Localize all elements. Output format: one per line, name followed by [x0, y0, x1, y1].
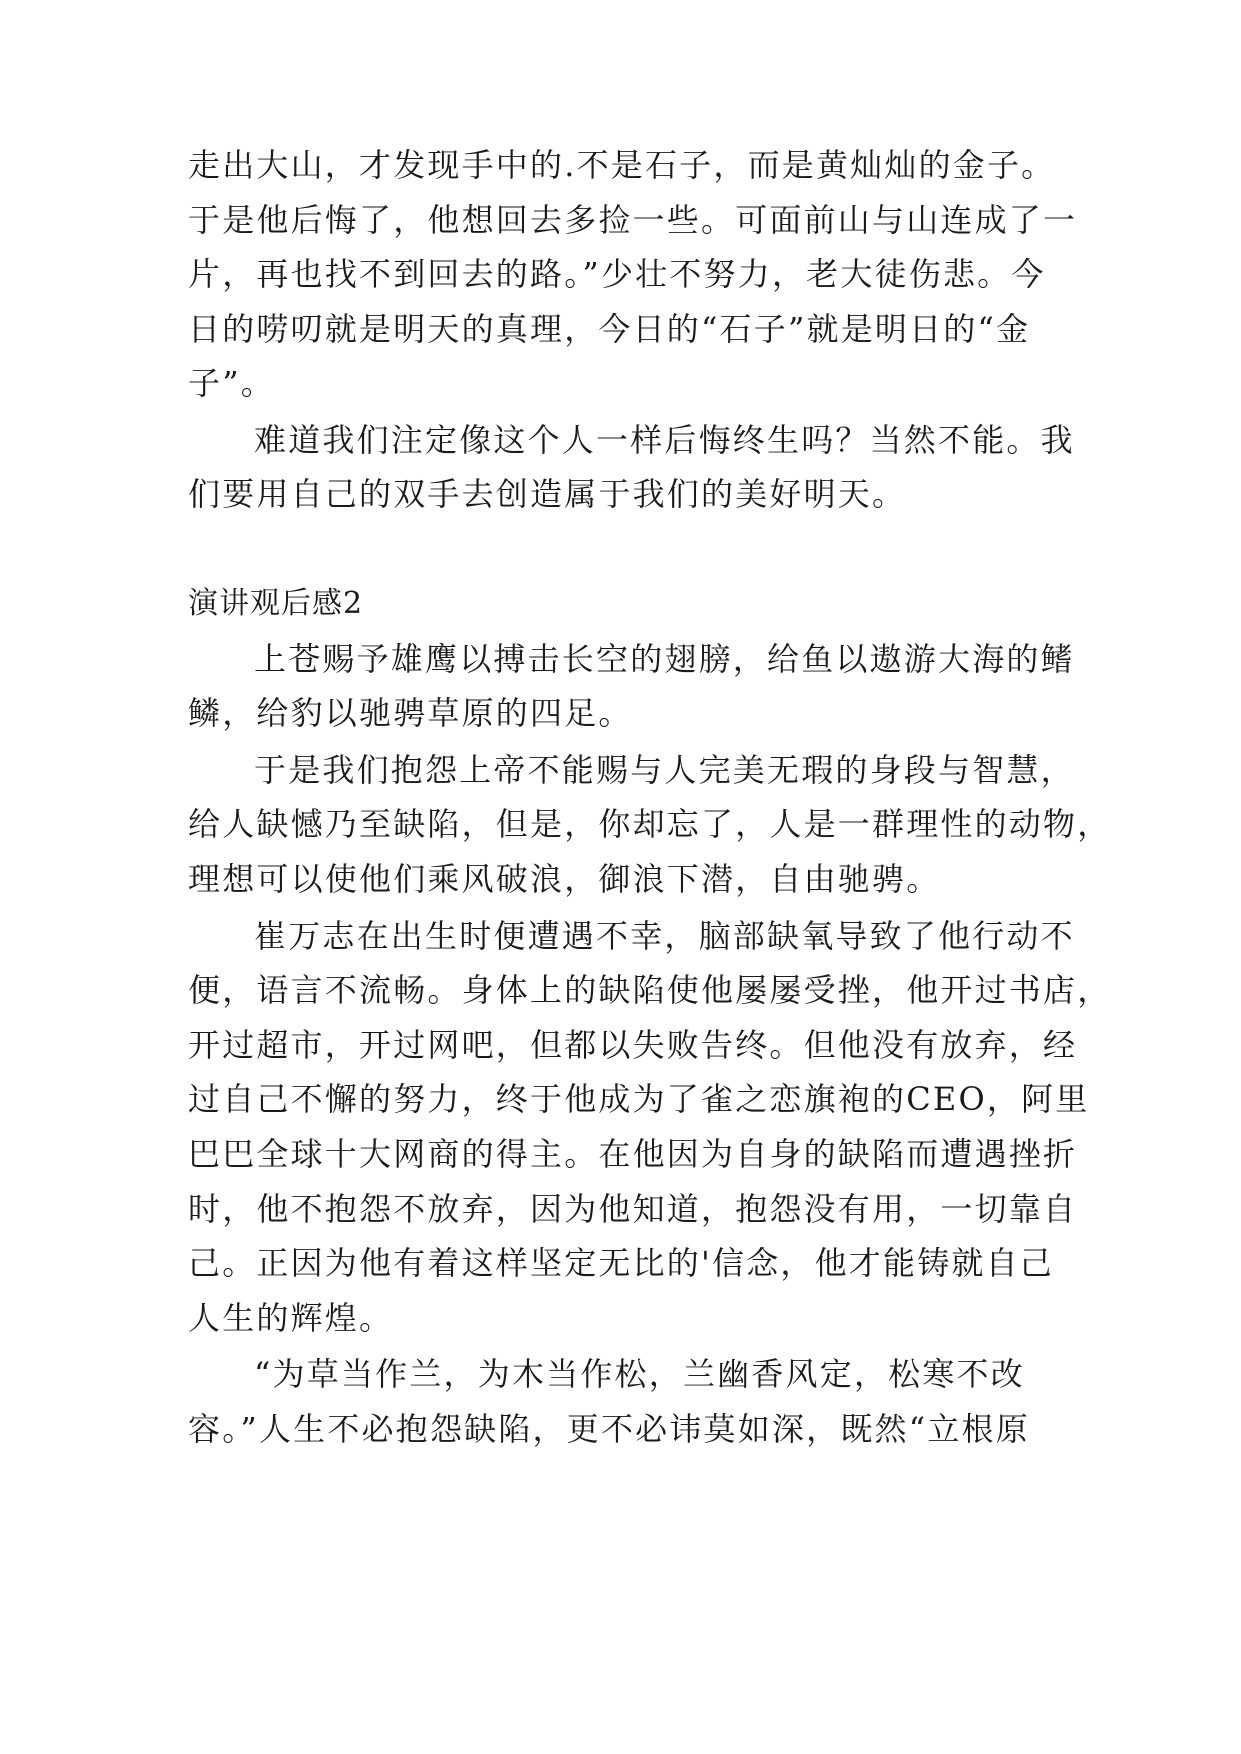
text-line: 于是他后悔了，他想回去多捡一些。可面前山与山连成了一: [188, 201, 1078, 239]
text-line: 日的唠叨就是明天的真理，今日的“石子”就是明日的“金: [188, 310, 1031, 348]
text-line: 难道我们注定像这个人一样后悔终生吗？当然不能。我: [254, 421, 1075, 459]
text-line: 过自己不懈的努力，终于他成为了雀之恋旗袍的CEO，阿里: [188, 1080, 1090, 1118]
text-line: 便，语言不流畅。身体上的缺陷使他屡屡受挫，他开过书店，: [188, 971, 1112, 1009]
text-line: 走出大山，才发现手中的.不是石子，而是黄灿灿的金子。: [188, 146, 1056, 184]
text-line: 容。”人生不必抱怨缺陷，更不必讳莫如深，既然“立根原: [188, 1410, 1030, 1448]
text-line: 给人缺憾乃至缺陷，但是，你却忘了，人是一群理性的动物，: [188, 805, 1112, 843]
text-line: 己。正因为他有着这样坚定无比的'信念，他才能铸就自己: [188, 1244, 1054, 1282]
section-heading: 演讲观后感2: [188, 586, 364, 621]
text-line: 片，再也找不到回去的路。”少壮不努力，老大徒伤悲。今: [188, 255, 1046, 293]
text-line: 们要用自己的双手去创造属于我们的美好明天。: [188, 475, 907, 513]
text-line: 崔万志在出生时便遭遇不幸，脑部缺氧导致了他行动不: [254, 917, 1075, 955]
text-line: 鳞，给豹以驰骋草原的四足。: [188, 694, 633, 732]
text-line: 子”。: [188, 364, 275, 402]
text-line: 人生的辉煌。: [188, 1299, 394, 1337]
text-line: 理想可以使他们乘风破浪，御浪下潜，自由驰骋。: [188, 860, 941, 898]
text-line: “为草当作兰，为木当作松，兰幽香风定，松寒不改: [254, 1355, 1025, 1393]
text-line: 巴巴全球十大网商的得主。在他因为自身的缺陷而遭遇挫折: [188, 1135, 1078, 1173]
text-line: 上苍赐予雄鹰以搏击长空的翅膀，给鱼以遨游大海的鳍: [254, 640, 1075, 678]
text-line: 开过超市，开过网吧，但都以失败告终。但他没有放弃，经: [188, 1026, 1078, 1064]
text-line: 于是我们抱怨上帝不能赐与人完美无瑕的身段与智慧，: [254, 751, 1075, 789]
text-line: 时，他不抱怨不放弃，因为他知道，抱怨没有用，一切靠自: [188, 1190, 1078, 1228]
